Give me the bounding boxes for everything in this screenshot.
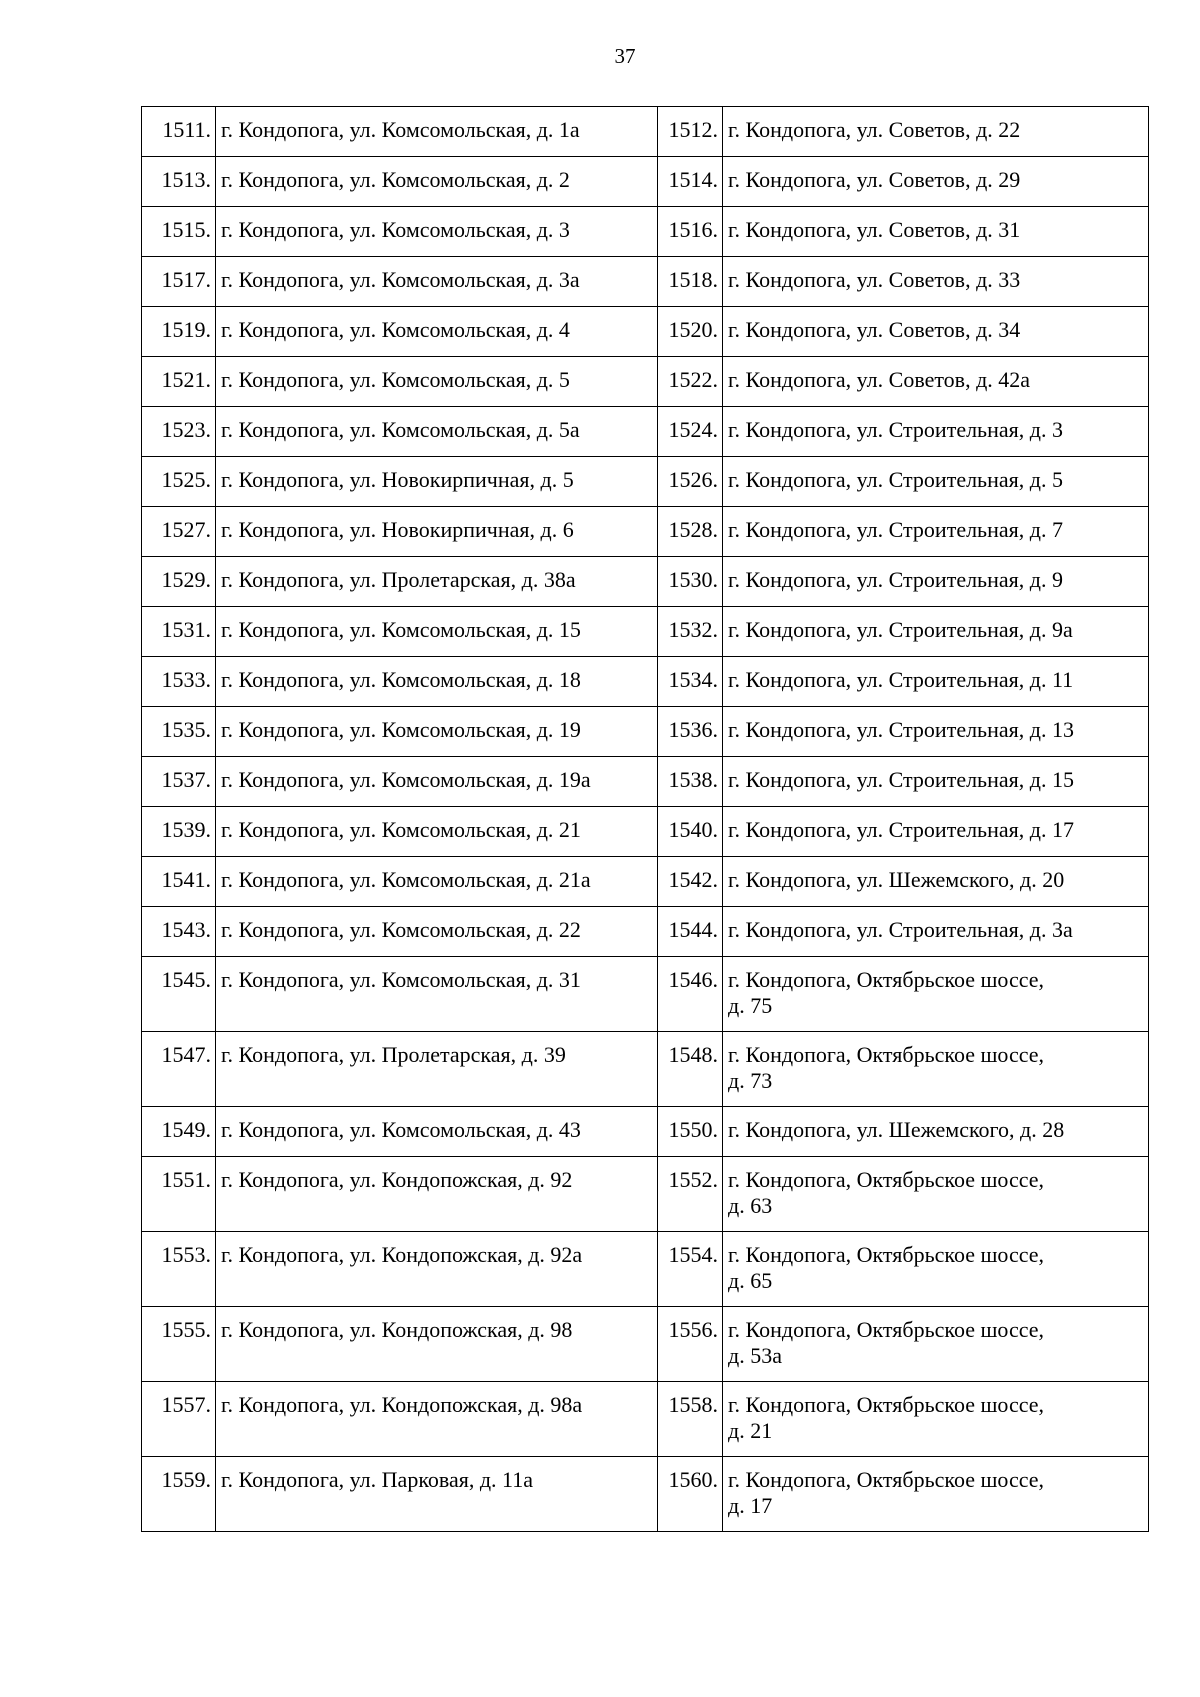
table-row (142, 107, 1149, 157)
entry-number-right (658, 907, 723, 957)
address-left (216, 607, 658, 657)
address-right (723, 857, 1149, 907)
entry-number-right (658, 307, 723, 357)
entry-number-right-text: 1556. (668, 1317, 718, 1342)
address-right (723, 207, 1149, 257)
address-right (723, 407, 1149, 457)
address-left-text: г. Кондопога, ул. Комсомольская, д. 22 (221, 917, 581, 942)
entry-number-left (142, 1157, 216, 1232)
entry-number-right-text: 1550. (668, 1117, 718, 1142)
address-left-text: г. Кондопога, ул. Комсомольская, д. 1а (221, 117, 580, 142)
address-right-text: г. Кондопога, Октябрьское шоссе, (728, 1042, 1045, 1067)
address-left-text: г. Кондопога, ул. Комсомольская, д. 5а (221, 417, 580, 442)
entry-number-right-text: 1558. (668, 1392, 718, 1417)
entry-number-left (142, 657, 216, 707)
entry-number-right (658, 1032, 723, 1107)
address-left-text: г. Кондопога, ул. Комсомольская, д. 3 (221, 217, 570, 242)
entry-number-left-text: 1525. (161, 467, 211, 492)
entry-number-left-text: 1531. (161, 617, 211, 642)
table-row (142, 457, 1149, 507)
entry-number-left (142, 857, 216, 907)
entry-number-left (142, 907, 216, 957)
entry-number-right-text: 1514. (668, 167, 718, 192)
entry-number-right-text: 1534. (668, 667, 718, 692)
entry-number-right-text: 1554. (668, 1242, 718, 1267)
address-left (216, 1157, 658, 1232)
address-right (723, 307, 1149, 357)
entry-number-right (658, 857, 723, 907)
page-number: 37 (614, 44, 636, 68)
table-row (142, 857, 1149, 907)
address-left (216, 957, 658, 1032)
entry-number-left (142, 1232, 216, 1307)
address-right-text: г. Кондопога, Октябрьское шоссе, (728, 967, 1045, 992)
address-right-text: г. Кондопога, ул. Строительная, д. 5 (728, 467, 1063, 492)
address-right-text: г. Кондопога, ул. Шежемского, д. 20 (728, 867, 1065, 892)
address-left-text: г. Кондопога, ул. Комсомольская, д. 18 (221, 667, 581, 692)
entry-number-right-text: 1536. (668, 717, 718, 742)
address-right-text: г. Кондопога, Октябрьское шоссе, (728, 1392, 1045, 1417)
entry-number-left (142, 557, 216, 607)
address-left (216, 257, 658, 307)
table-row (142, 307, 1149, 357)
address-right (723, 757, 1149, 807)
entry-number-left-text: 1539. (161, 817, 211, 842)
address-left (216, 557, 658, 607)
address-right-text: г. Кондопога, ул. Советов, д. 42а (728, 367, 1031, 392)
address-left-text: г. Кондопога, ул. Новокирпичная, д. 6 (221, 517, 574, 542)
address-right (723, 157, 1149, 207)
address-left-text: г. Кондопога, ул. Пролетарская, д. 39 (221, 1042, 566, 1067)
address-left-text: г. Кондопога, ул. Комсомольская, д. 31 (221, 967, 581, 992)
entry-number-right (658, 1457, 723, 1532)
entry-number-left-text: 1559. (161, 1467, 211, 1492)
entry-number-left (142, 1032, 216, 1107)
address-right-text: г. Кондопога, ул. Советов, д. 34 (728, 317, 1021, 342)
entry-number-left-text: 1533. (161, 667, 211, 692)
entry-number-right-text: 1540. (668, 817, 718, 842)
entry-number-left-text: 1511. (162, 117, 211, 142)
entry-number-left (142, 1457, 216, 1532)
address-right (723, 957, 1149, 1032)
table-row (142, 257, 1149, 307)
entry-number-left (142, 207, 216, 257)
address-right-continuation-text: д. 63 (728, 1193, 773, 1218)
address-right-continuation-text: д. 53а (728, 1343, 782, 1368)
address-left-text: г. Кондопога, ул. Кондопожская, д. 98 (221, 1317, 573, 1342)
address-right (723, 1232, 1149, 1307)
entry-number-left (142, 507, 216, 557)
address-left-text: г. Кондопога, ул. Кондопожская, д. 92 (221, 1167, 573, 1192)
address-left-text: г. Кондопога, ул. Пролетарская, д. 38а (221, 567, 576, 592)
entry-number-left-text: 1513. (161, 167, 211, 192)
address-right-text: г. Кондопога, ул. Шежемского, д. 28 (728, 1117, 1065, 1142)
entry-number-right-text: 1518. (668, 267, 718, 292)
address-left (216, 1307, 658, 1382)
entry-number-left (142, 1307, 216, 1382)
table-row (142, 657, 1149, 707)
address-right-text: г. Кондопога, Октябрьское шоссе, (728, 1467, 1045, 1492)
address-left (216, 357, 658, 407)
address-left (216, 1032, 658, 1107)
address-right (723, 907, 1149, 957)
table-row (142, 957, 1149, 1032)
entry-number-left (142, 957, 216, 1032)
address-right-continuation-text: д. 21 (728, 1418, 773, 1443)
table-row (142, 757, 1149, 807)
address-right (723, 357, 1149, 407)
table-row (142, 1157, 1149, 1232)
address-left (216, 157, 658, 207)
table-row (142, 1032, 1149, 1107)
entry-number-left-text: 1547. (161, 1042, 211, 1067)
entry-number-right-text: 1530. (668, 567, 718, 592)
entry-number-left-text: 1519. (161, 317, 211, 342)
address-left (216, 757, 658, 807)
table-row (142, 557, 1149, 607)
address-left (216, 807, 658, 857)
address-left-text: г. Кондопога, ул. Комсомольская, д. 3а (221, 267, 580, 292)
address-left-text: г. Кондопога, ул. Комсомольская, д. 15 (221, 617, 581, 642)
entry-number-right (658, 507, 723, 557)
entry-number-right (658, 557, 723, 607)
entry-number-left-text: 1517. (161, 267, 211, 292)
address-right-text: г. Кондопога, ул. Строительная, д. 17 (728, 817, 1074, 842)
entry-number-left-text: 1535. (161, 717, 211, 742)
table-row (142, 357, 1149, 407)
address-right-text: г. Кондопога, ул. Советов, д. 33 (728, 267, 1021, 292)
entry-number-left-text: 1515. (161, 217, 211, 242)
table-row (142, 507, 1149, 557)
entry-number-left-text: 1545. (161, 967, 211, 992)
entry-number-left (142, 807, 216, 857)
address-table (141, 106, 1149, 1532)
address-left (216, 1457, 658, 1532)
address-left (216, 507, 658, 557)
entry-number-left (142, 157, 216, 207)
address-right (723, 1157, 1149, 1232)
entry-number-right (658, 407, 723, 457)
address-left-text: г. Кондопога, ул. Комсомольская, д. 4 (221, 317, 570, 342)
entry-number-right (658, 107, 723, 157)
address-left (216, 307, 658, 357)
entry-number-right (658, 207, 723, 257)
address-right-text: г. Кондопога, ул. Строительная, д. 9 (728, 567, 1063, 592)
address-left (216, 107, 658, 157)
entry-number-right (658, 1157, 723, 1232)
address-left-text: г. Кондопога, ул. Комсомольская, д. 43 (221, 1117, 581, 1142)
entry-number-left-text: 1521. (161, 367, 211, 392)
table-row (142, 1307, 1149, 1382)
address-left (216, 1107, 658, 1157)
entry-number-left-text: 1555. (161, 1317, 211, 1342)
address-left-text: г. Кондопога, ул. Комсомольская, д. 2 (221, 167, 570, 192)
address-left-text: г. Кондопога, ул. Кондопожская, д. 98а (221, 1392, 583, 1417)
entry-number-right-text: 1538. (668, 767, 718, 792)
address-right (723, 557, 1149, 607)
entry-number-left (142, 1382, 216, 1457)
entry-number-right (658, 1307, 723, 1382)
address-left (216, 707, 658, 757)
entry-number-right (658, 957, 723, 1032)
address-right-text: г. Кондопога, ул. Советов, д. 22 (728, 117, 1021, 142)
address-left-text: г. Кондопога, ул. Комсомольская, д. 21 (221, 817, 581, 842)
entry-number-left-text: 1543. (161, 917, 211, 942)
address-right (723, 1382, 1149, 1457)
address-right-text: г. Кондопога, ул. Строительная, д. 9а (728, 617, 1073, 642)
entry-number-right-text: 1542. (668, 867, 718, 892)
address-left-text: г. Кондопога, ул. Комсомольская, д. 19 (221, 717, 581, 742)
entry-number-right-text: 1526. (668, 467, 718, 492)
address-right (723, 107, 1149, 157)
address-right-text: г. Кондопога, ул. Строительная, д. 13 (728, 717, 1074, 742)
address-right (723, 657, 1149, 707)
address-left-text: г. Кондопога, ул. Новокирпичная, д. 5 (221, 467, 574, 492)
entry-number-left-text: 1557. (161, 1392, 211, 1417)
entry-number-left (142, 757, 216, 807)
entry-number-right (658, 657, 723, 707)
address-right-continuation-text: д. 75 (728, 993, 773, 1018)
entry-number-left-text: 1553. (161, 1242, 211, 1267)
entry-number-left-text: 1523. (161, 417, 211, 442)
table-row (142, 807, 1149, 857)
address-right-text: г. Кондопога, ул. Советов, д. 29 (728, 167, 1021, 192)
address-left (216, 907, 658, 957)
address-left-text: г. Кондопога, ул. Парковая, д. 11а (221, 1467, 534, 1492)
address-left (216, 1382, 658, 1457)
address-right (723, 1032, 1149, 1107)
entry-number-left (142, 357, 216, 407)
table-row (142, 207, 1149, 257)
entry-number-left (142, 457, 216, 507)
entry-number-right-text: 1552. (668, 1167, 718, 1192)
entry-number-right-text: 1512. (668, 117, 718, 142)
address-left (216, 407, 658, 457)
entry-number-right-text: 1516. (668, 217, 718, 242)
entry-number-left-text: 1551. (161, 1167, 211, 1192)
entry-number-left-text: 1529. (161, 567, 211, 592)
address-right-text: г. Кондопога, ул. Строительная, д. 15 (728, 767, 1074, 792)
entry-number-right-text: 1524. (668, 417, 718, 442)
address-left (216, 657, 658, 707)
entry-number-right (658, 707, 723, 757)
entry-number-left-text: 1537. (161, 767, 211, 792)
address-right-text: г. Кондопога, Октябрьское шоссе, (728, 1317, 1045, 1342)
entry-number-left (142, 707, 216, 757)
address-right-text: г. Кондопога, ул. Строительная, д. 3а (728, 917, 1073, 942)
address-right-text: г. Кондопога, Октябрьское шоссе, (728, 1242, 1045, 1267)
table-row (142, 907, 1149, 957)
entry-number-right-text: 1520. (668, 317, 718, 342)
entry-number-right (658, 807, 723, 857)
address-right-text: г. Кондопога, ул. Строительная, д. 3 (728, 417, 1063, 442)
address-right-text: г. Кондопога, ул. Советов, д. 31 (728, 217, 1021, 242)
address-left-text: г. Кондопога, ул. Комсомольская, д. 19а (221, 767, 591, 792)
entry-number-left (142, 1107, 216, 1157)
address-right (723, 507, 1149, 557)
table-row (142, 407, 1149, 457)
address-right (723, 807, 1149, 857)
entry-number-right-text: 1546. (668, 967, 718, 992)
table-row (142, 157, 1149, 207)
entry-number-left (142, 257, 216, 307)
table-row (142, 707, 1149, 757)
entry-number-right (658, 607, 723, 657)
table-row (142, 607, 1149, 657)
address-left (216, 207, 658, 257)
entry-number-right-text: 1532. (668, 617, 718, 642)
address-right (723, 1307, 1149, 1382)
address-right-text: г. Кондопога, ул. Строительная, д. 7 (728, 517, 1063, 542)
entry-number-right-text: 1522. (668, 367, 718, 392)
address-left (216, 857, 658, 907)
entry-number-left-text: 1527. (161, 517, 211, 542)
address-right (723, 1457, 1149, 1532)
address-right-text: г. Кондопога, ул. Строительная, д. 11 (728, 667, 1074, 692)
entry-number-left (142, 607, 216, 657)
entry-number-right-text: 1548. (668, 1042, 718, 1067)
entry-number-left-text: 1541. (161, 867, 211, 892)
address-table-body (142, 107, 1149, 1532)
entry-number-right (658, 457, 723, 507)
address-left (216, 457, 658, 507)
address-left (216, 1232, 658, 1307)
address-right (723, 607, 1149, 657)
address-right-continuation-text: д. 65 (728, 1268, 773, 1293)
entry-number-right (658, 1382, 723, 1457)
entry-number-right (658, 1232, 723, 1307)
entry-number-right-text: 1544. (668, 917, 718, 942)
address-right (723, 707, 1149, 757)
table-row (142, 1107, 1149, 1157)
entry-number-right (658, 1107, 723, 1157)
address-left-text: г. Кондопога, ул. Кондопожская, д. 92а (221, 1242, 583, 1267)
address-right (723, 257, 1149, 307)
address-right (723, 457, 1149, 507)
entry-number-left (142, 407, 216, 457)
entry-number-left (142, 107, 216, 157)
table-row (142, 1232, 1149, 1307)
address-left-text: г. Кондопога, ул. Комсомольская, д. 5 (221, 367, 570, 392)
entry-number-right (658, 757, 723, 807)
entry-number-left (142, 307, 216, 357)
entry-number-right-text: 1560. (668, 1467, 718, 1492)
entry-number-right-text: 1528. (668, 517, 718, 542)
address-left-text: г. Кондопога, ул. Комсомольская, д. 21а (221, 867, 591, 892)
address-right-continuation-text: д. 73 (728, 1068, 773, 1093)
table-row (142, 1382, 1149, 1457)
address-right-continuation-text: д. 17 (728, 1493, 773, 1518)
entry-number-right (658, 357, 723, 407)
address-right-text: г. Кондопога, Октябрьское шоссе, (728, 1167, 1045, 1192)
entry-number-right (658, 157, 723, 207)
entry-number-left-text: 1549. (161, 1117, 211, 1142)
table-row (142, 1457, 1149, 1532)
entry-number-right (658, 257, 723, 307)
address-right (723, 1107, 1149, 1157)
